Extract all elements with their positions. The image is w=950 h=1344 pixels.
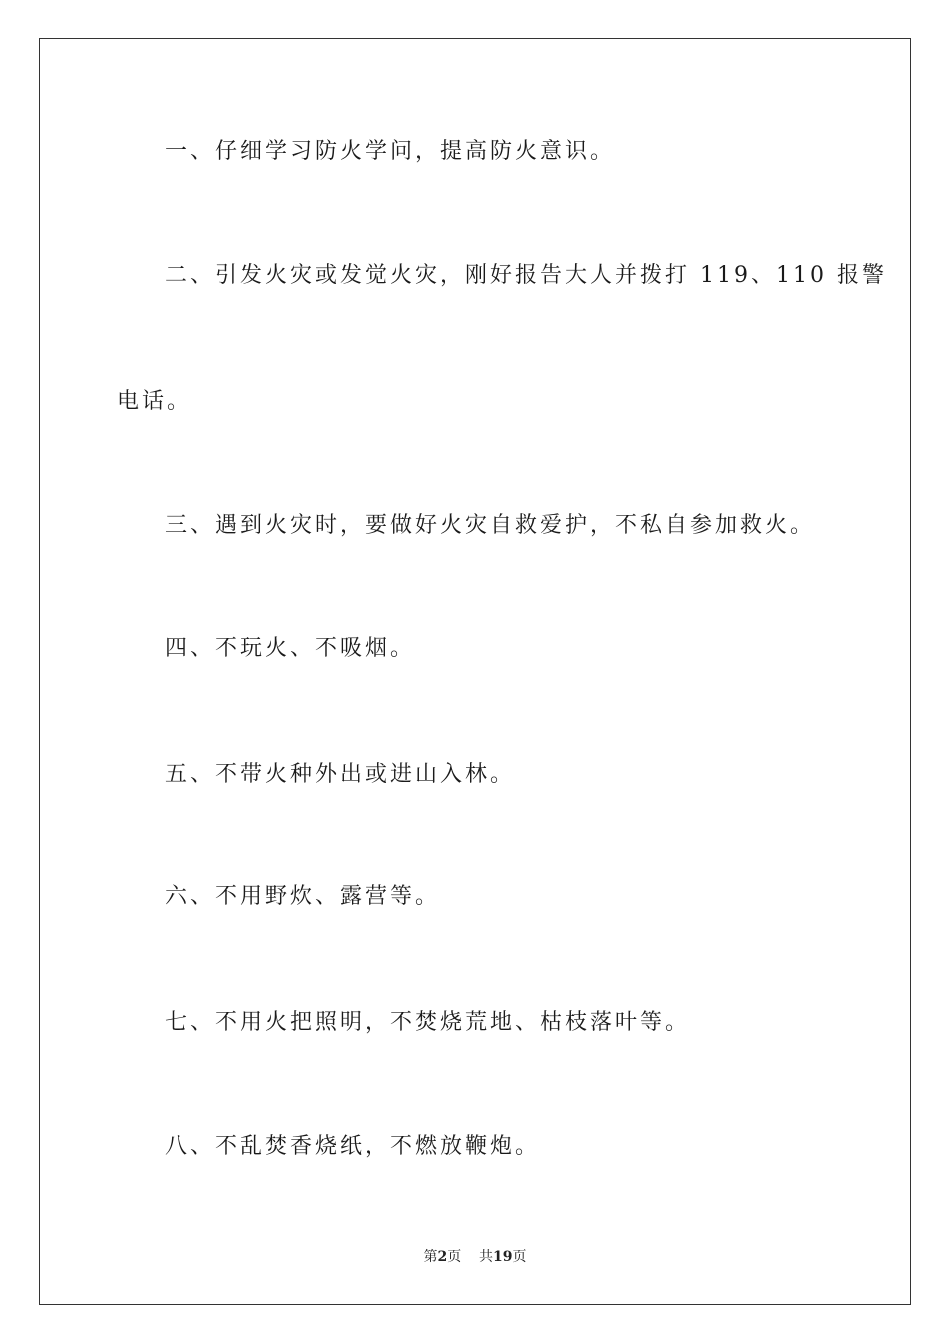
total-prefix: 共 xyxy=(479,1249,494,1265)
paragraph-line: 四、不玩火、不吸烟。 xyxy=(165,636,416,661)
paragraph-line: 一、仔细学习防火学问，提高防火意识。 xyxy=(165,139,616,164)
total-suffix: 页 xyxy=(512,1249,527,1265)
paragraph-line: 六、不用野炊、露营等。 xyxy=(165,884,441,909)
paragraph-line: 五、不带火种外出或进山入林。 xyxy=(165,762,516,787)
page-prefix: 第 xyxy=(423,1249,438,1265)
paragraph-line: 三、遇到火灾时，要做好火灾自救爱护，不私自参加救火。 xyxy=(165,513,816,538)
paragraph-line: 八、不乱焚香烧纸，不燃放鞭炮。 xyxy=(165,1134,541,1159)
page-suffix: 页 xyxy=(447,1249,462,1265)
page-footer xyxy=(0,1248,950,1266)
paragraph-line: 七、不用火把照明，不焚烧荒地、枯枝落叶等。 xyxy=(165,1010,691,1035)
total-pages: 19 xyxy=(493,1249,513,1265)
page-border xyxy=(39,38,911,1305)
page-number: 2 xyxy=(437,1249,448,1265)
paragraph-line: 二、引发火灾或发觉火灾，刚好报告大人并拨打 119、110 报警 xyxy=(165,263,887,288)
paragraph-line-continuation: 电话。 xyxy=(117,389,193,414)
